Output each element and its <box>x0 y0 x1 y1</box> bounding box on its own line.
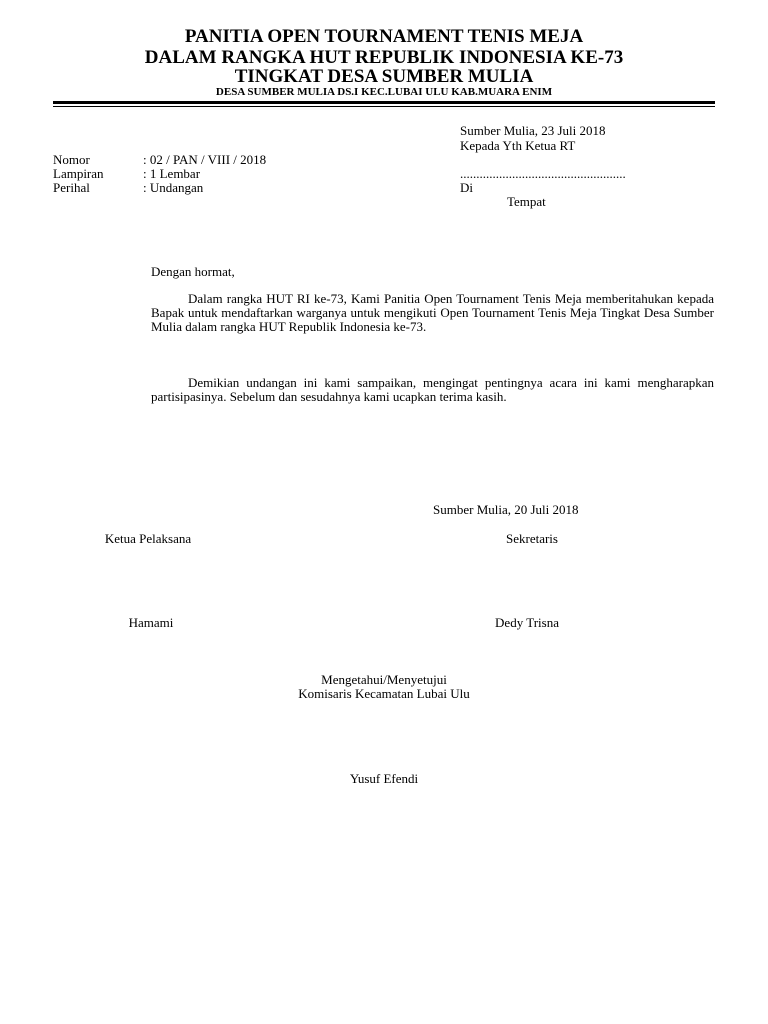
right-signatory-title: Sekretaris <box>506 531 558 546</box>
greeting: Dengan hormat, <box>151 264 235 279</box>
nomor-label: Nomor <box>53 152 90 167</box>
letterhead-rule-thin <box>53 106 715 107</box>
lampiran-label: Lampiran <box>53 166 104 181</box>
letter-place-date: Sumber Mulia, 23 Juli 2018 <box>460 123 606 138</box>
approval-title-1: Mengetahui/Menyetujui <box>321 672 447 687</box>
body-paragraph-1: Dalam rangka HUT RI ke-73, Kami Panitia Open Tournament Tenis Meja memberitahukan kepada Bapak untuk mendaftarkan warganya untuk mengikuti Open Tournament Tenis Meja Tingkat Desa Sumber Mulia dalam rangka HUT Republik Indonesia ke-73. <box>151 291 714 335</box>
recipient-tempat: Tempat <box>507 194 546 209</box>
recipient-di: Di <box>460 180 473 195</box>
recipient-dots: ................................................... <box>460 166 626 181</box>
left-signatory-title: Ketua Pelaksana <box>104 531 192 546</box>
left-signatory-name: Hamami <box>128 615 174 630</box>
perihal-label: Perihal <box>53 180 90 195</box>
lampiran-value: : 1 Lembar <box>143 166 201 181</box>
letterhead-line-3: TINGKAT DESA SUMBER MULIA <box>234 66 534 87</box>
recipient-line: Kepada Yth Ketua RT <box>460 138 576 153</box>
nomor-value: : 02 / PAN / VIII / 2018 <box>143 152 267 167</box>
letterhead-line-1: PANITIA OPEN TOURNAMENT TENIS MEJA <box>184 26 584 47</box>
body-paragraph-2: Demikian undangan ini kami sampaikan, mengingat pentingnya acara ini kami mengharapkan partisipasinya. Sebelum dan sesudahnya kami ucapkan terima kasih. <box>151 375 714 405</box>
signature-place-date: Sumber Mulia, 20 Juli 2018 <box>433 502 579 517</box>
letterhead-rule-thick <box>53 101 715 104</box>
letterhead-address: DESA SUMBER MULIA DS.I KEC.LUBAI ULU KAB.MUARA ENIM <box>215 86 553 98</box>
approval-title-2: Komisaris Kecamatan Lubai Ulu <box>298 686 470 701</box>
letterhead-line-2: DALAM RANGKA HUT REPUBLIK INDONESIA KE-73 <box>144 47 624 68</box>
right-signatory-name: Dedy Trisna <box>495 615 559 630</box>
perihal-value: : Undangan <box>143 180 204 195</box>
approval-name: Yusuf Efendi <box>349 771 419 786</box>
